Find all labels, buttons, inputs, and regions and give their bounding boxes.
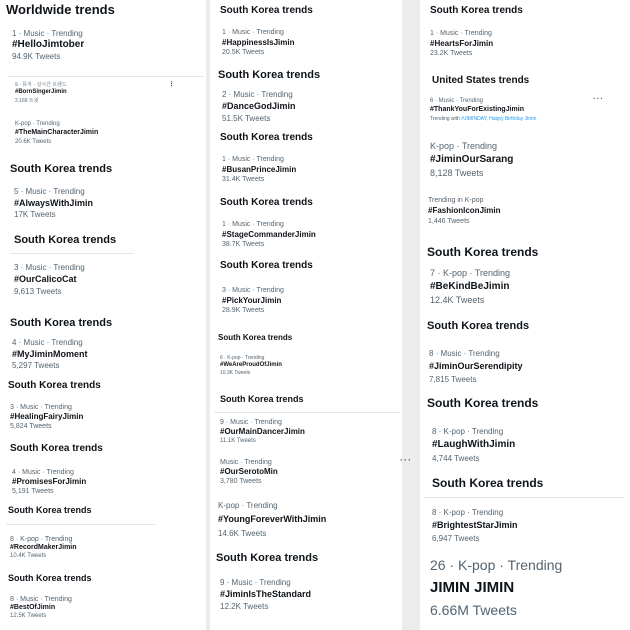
trending-with-label: Trending with bbox=[430, 116, 460, 122]
trend-hashtag[interactable]: #HelloJimtober bbox=[12, 39, 85, 50]
trend-item[interactable] bbox=[12, 338, 206, 370]
trend-count: 3,780 Tweets bbox=[220, 478, 262, 485]
trend-hashtag[interactable]: #DanceGodJimin bbox=[222, 101, 296, 111]
trend-count: 38.7K Tweets bbox=[222, 241, 265, 248]
trend-meta: 2 · Music · Trending bbox=[222, 90, 293, 99]
trend-meta: 3 · Music · Trending bbox=[222, 287, 284, 294]
divider bbox=[6, 524, 156, 525]
trend-item[interactable] bbox=[220, 578, 402, 611]
trend-hashtag[interactable]: #JiminIsTheStandard bbox=[220, 589, 312, 599]
trend-count: 6.66M Tweets bbox=[430, 602, 517, 618]
trend-meta: 1 · Music · Trending bbox=[12, 29, 83, 38]
trends-section-header bbox=[218, 69, 402, 81]
trend-item[interactable] bbox=[220, 459, 402, 485]
trend-meta: 7 · K-pop · Trending bbox=[430, 268, 511, 278]
trend-hashtag[interactable]: #TheMainCharacterJimin bbox=[15, 129, 99, 136]
trend-count: 28.9K Tweets bbox=[222, 307, 265, 314]
trends-section-header bbox=[10, 163, 206, 175]
trends-section-header bbox=[432, 75, 630, 86]
trends-section-header bbox=[220, 5, 402, 16]
trends-section-header bbox=[218, 333, 402, 342]
trend-count: 10.3K Tweets bbox=[220, 370, 251, 376]
trends-section-header bbox=[6, 2, 206, 17]
trend-hashtag[interactable]: #HeartsForJimin bbox=[430, 39, 494, 48]
trend-hashtag[interactable]: #ThankYouForExistingJimin bbox=[430, 106, 524, 113]
trend-meta: 1 · Music · Trending bbox=[222, 156, 284, 163]
section-title: Worldwide trends bbox=[6, 2, 115, 17]
trends-section-header bbox=[220, 394, 402, 404]
trend-meta: Music · Trending bbox=[220, 459, 272, 466]
trend-meta: 1 · Music · Trending bbox=[222, 221, 284, 228]
trend-meta: 5 · Music · Trending bbox=[14, 187, 85, 196]
trend-item[interactable] bbox=[222, 29, 402, 56]
trend-meta: 6 · K-pop · Trending bbox=[220, 355, 265, 361]
trends-section-header bbox=[220, 260, 402, 271]
trend-count: 9,613 Tweets bbox=[14, 287, 62, 296]
section-title: South Korea trends bbox=[220, 394, 304, 404]
trends-section-header bbox=[220, 132, 402, 143]
section-title: South Korea trends bbox=[427, 396, 539, 410]
trend-count: 14.6K Tweets bbox=[218, 529, 267, 538]
trend-hashtag[interactable]: JIMIN JIMIN bbox=[430, 579, 515, 596]
trend-item[interactable] bbox=[222, 90, 402, 123]
trend-hashtag[interactable]: #WeAreProudOfJimin bbox=[220, 362, 282, 368]
trending-with-tags[interactable]: #JIMINDAY, Happy Birthday Jimin bbox=[461, 116, 537, 122]
trends-section-header bbox=[220, 197, 402, 208]
trend-hashtag[interactable]: #OurSerotoMin bbox=[220, 467, 278, 476]
trend-hashtag[interactable]: #HealingFairyJimin bbox=[10, 412, 84, 421]
trend-item[interactable] bbox=[432, 427, 630, 463]
section-title: South Korea trends bbox=[218, 69, 321, 81]
trends-section-header bbox=[14, 234, 206, 246]
trend-hashtag[interactable]: #LaughWithJimin bbox=[432, 439, 516, 450]
trends-section-header bbox=[8, 505, 206, 515]
trends-section-header bbox=[427, 396, 630, 410]
trend-count: 12.2K Tweets bbox=[220, 602, 269, 611]
trend-count: 6,947 Tweets bbox=[432, 534, 480, 543]
trend-item[interactable] bbox=[222, 221, 402, 248]
trend-meta: 8 · K-pop · Trending bbox=[10, 536, 73, 543]
trend-meta: K-pop · Trending bbox=[15, 121, 60, 127]
trend-count: 8,128 Tweets bbox=[430, 168, 484, 178]
trend-count: 1,446 Tweets bbox=[428, 218, 470, 225]
trend-item[interactable] bbox=[218, 501, 402, 538]
trend-count: 51.5K Tweets bbox=[222, 114, 271, 123]
trend-meta: 4 · Music · Trending bbox=[12, 338, 83, 347]
trends-section-header bbox=[427, 320, 630, 332]
trends-section-header bbox=[10, 317, 206, 329]
trends-section-header bbox=[432, 476, 630, 490]
divider bbox=[424, 497, 624, 498]
trend-meta: 9 · 뮤직 · 실시간 트렌드 bbox=[15, 82, 67, 88]
trend-hashtag[interactable]: #PromisesForJimin bbox=[12, 477, 87, 486]
section-title: South Korea trends bbox=[10, 317, 113, 329]
more-icon[interactable]: ⋮ bbox=[168, 81, 176, 88]
trend-meta: K-pop · Trending bbox=[430, 141, 498, 151]
trend-item[interactable] bbox=[430, 268, 630, 305]
trend-hashtag[interactable]: #MyJiminMoment bbox=[12, 349, 88, 359]
trend-count: 5,297 Tweets bbox=[12, 361, 60, 370]
section-title: South Korea trends bbox=[10, 163, 113, 175]
trend-count: 5,824 Tweets bbox=[10, 423, 52, 430]
trend-hashtag[interactable]: #BeKindBeJimin bbox=[430, 281, 510, 292]
trend-hashtag[interactable]: #HappinessIsJimin bbox=[222, 38, 295, 47]
trend-item[interactable] bbox=[14, 187, 206, 219]
trend-count: 12.5K Tweets bbox=[10, 613, 47, 619]
divider bbox=[10, 253, 134, 254]
trends-section-header bbox=[216, 552, 402, 564]
divider bbox=[214, 412, 400, 413]
trend-item[interactable] bbox=[430, 30, 630, 57]
trend-hashtag[interactable]: #StageCommanderJimin bbox=[222, 230, 316, 239]
trend-meta: 1 · Music · Trending bbox=[430, 30, 492, 37]
trend-item[interactable] bbox=[432, 508, 630, 543]
trend-item[interactable] bbox=[10, 596, 206, 619]
trends-section-header bbox=[430, 5, 630, 16]
section-title: South Korea trends bbox=[220, 5, 313, 16]
trend-item[interactable] bbox=[14, 263, 206, 296]
trend-meta: 4 · Music · Trending bbox=[12, 469, 74, 476]
trend-count: 20.6K Tweets bbox=[15, 139, 52, 145]
trend-meta: 8 · Music · Trending bbox=[429, 349, 500, 358]
trend-meta: 1 · Music · Trending bbox=[222, 29, 284, 36]
section-title: South Korea trends bbox=[430, 5, 523, 16]
section-title: United States trends bbox=[432, 75, 530, 86]
section-title: South Korea trends bbox=[218, 333, 293, 342]
trends-section-header bbox=[8, 380, 206, 391]
more-icon[interactable]: ··· bbox=[400, 455, 412, 465]
divider bbox=[8, 76, 204, 77]
trend-meta: 9 · Music · Trending bbox=[220, 578, 291, 587]
trend-count: 12.4K Tweets bbox=[430, 295, 485, 305]
section-title: South Korea trends bbox=[220, 132, 313, 143]
trend-meta: 6 · Music · Trending bbox=[430, 98, 484, 104]
trend-hashtag[interactable]: #FashionIconJimin bbox=[428, 206, 501, 215]
trend-meta: 8 · K-pop · Trending bbox=[432, 427, 504, 436]
section-title: South Korea trends bbox=[427, 320, 530, 332]
trend-meta: 8 · K-pop · Trending bbox=[432, 508, 504, 517]
trend-item[interactable] bbox=[220, 355, 402, 376]
trend-hashtag[interactable]: #BusanPrinceJimin bbox=[222, 165, 297, 174]
section-title: South Korea trends bbox=[216, 552, 319, 564]
trend-meta: K-pop · Trending bbox=[218, 501, 278, 510]
section-title: South Korea trends bbox=[8, 505, 92, 515]
trend-hashtag[interactable]: #YoungForeverWithJimin bbox=[218, 514, 327, 524]
trend-item[interactable] bbox=[12, 469, 206, 495]
trend-item[interactable] bbox=[220, 419, 402, 444]
trend-item[interactable] bbox=[222, 156, 402, 183]
trend-hashtag[interactable]: #OurCalicoCat bbox=[14, 274, 77, 284]
trend-hashtag[interactable]: #AlwaysWithJimin bbox=[14, 198, 93, 208]
trend-item[interactable] bbox=[10, 404, 206, 430]
trend-hashtag[interactable]: #RecordMakerJimin bbox=[10, 544, 77, 551]
trends-section-header bbox=[10, 443, 206, 454]
section-title: South Korea trends bbox=[8, 380, 101, 391]
trend-hashtag[interactable]: #JiminOurSerendipity bbox=[429, 361, 523, 371]
trend-count: 11.1K Tweets bbox=[220, 438, 256, 444]
section-title: South Korea trends bbox=[427, 245, 539, 259]
trend-hashtag[interactable]: #BornSingerJimin bbox=[15, 89, 67, 95]
trend-count: 7,815 Tweets bbox=[429, 375, 477, 384]
trend-count: 23.2K Tweets bbox=[430, 50, 473, 57]
trend-hashtag[interactable]: #PickYourJimin bbox=[222, 296, 282, 305]
trend-count: 4,744 Tweets bbox=[432, 454, 480, 463]
trend-hashtag[interactable]: #OurMainDancerJimin bbox=[220, 427, 305, 436]
trend-hashtag[interactable]: #JiminOurSarang bbox=[430, 154, 514, 165]
trend-count: 17K Tweets bbox=[14, 210, 56, 219]
trend-meta: 9 · Music · Trending bbox=[220, 419, 282, 426]
trends-column-3 bbox=[420, 0, 630, 630]
trend-count: 20.5K Tweets bbox=[222, 49, 265, 56]
section-title: South Korea trends bbox=[10, 443, 103, 454]
trends-section-header bbox=[8, 573, 206, 583]
trends-column-2 bbox=[210, 0, 412, 630]
trend-count: 10.4K Tweets bbox=[10, 553, 47, 559]
trend-item[interactable] bbox=[12, 29, 206, 61]
trend-item[interactable] bbox=[222, 287, 402, 314]
trend-meta: 3 · Music · Trending bbox=[10, 404, 72, 411]
section-title: South Korea trends bbox=[220, 197, 313, 208]
trend-count: 94.9K Tweets bbox=[12, 52, 61, 61]
trend-item[interactable] bbox=[430, 557, 630, 618]
trend-hashtag[interactable]: #BrightestStarJimin bbox=[432, 520, 518, 530]
trend-hashtag[interactable]: #BestOfJimin bbox=[10, 604, 56, 611]
trends-section-header bbox=[427, 245, 630, 259]
trend-meta: 3 · Music · Trending bbox=[14, 263, 85, 272]
section-title: South Korea trends bbox=[220, 260, 313, 271]
trend-meta: 8 · Music · Trending bbox=[10, 596, 72, 603]
trend-item[interactable] bbox=[10, 536, 206, 559]
section-title: South Korea trends bbox=[432, 476, 544, 490]
trend-item[interactable] bbox=[15, 121, 206, 145]
more-icon[interactable]: ··· bbox=[593, 94, 604, 103]
trend-meta: 26 · K-pop · Trending bbox=[430, 557, 563, 573]
trend-item[interactable] bbox=[428, 197, 630, 225]
trend-item[interactable] bbox=[429, 349, 630, 384]
section-title: South Korea trends bbox=[8, 573, 92, 583]
trend-meta: Trending in K-pop bbox=[428, 197, 484, 204]
trend-item[interactable] bbox=[430, 141, 630, 178]
trend-item[interactable] bbox=[15, 81, 206, 104]
trend-count: 31.4K Tweets bbox=[222, 176, 265, 183]
trends-column-1 bbox=[0, 0, 206, 630]
trend-count: 2,169 트윗 bbox=[15, 98, 39, 104]
section-title: South Korea trends bbox=[14, 234, 117, 246]
trend-count: 5,191 Tweets bbox=[12, 488, 54, 495]
